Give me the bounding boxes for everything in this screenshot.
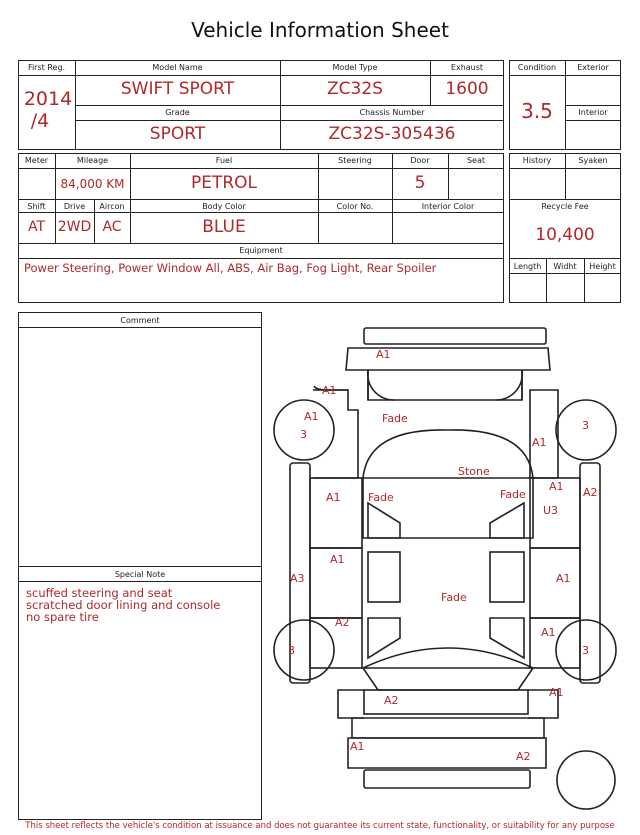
mark-right-rear-corner: A1 xyxy=(549,686,564,699)
drive-value: 2WD xyxy=(57,219,92,235)
mileage-value: 84,000 KM xyxy=(60,177,125,191)
body-color-value: BLUE xyxy=(202,217,246,237)
mark-windshield-right: Fade xyxy=(500,488,526,501)
fuel-value: PETROL xyxy=(190,173,258,193)
door-value: 5 xyxy=(414,173,426,193)
exterior-label: Exterior xyxy=(577,63,609,72)
aircon-label: Aircon xyxy=(99,202,125,211)
recycle-fee-value: 10,400 xyxy=(535,225,595,245)
length-label: Length xyxy=(513,262,542,271)
drive-label: Drive xyxy=(63,202,86,211)
mark-rear-bumper-right: A2 xyxy=(516,750,531,763)
first-reg-year: 2014 xyxy=(23,88,73,110)
mark-rear-right-wheel: 3 xyxy=(582,644,589,657)
exhaust-value: 1600 xyxy=(445,79,489,99)
footer-disclaimer: This sheet reflects the vehicle's condition at issuance and does not guarantee its current state, functionality, or suitability for any purpose xyxy=(25,821,615,831)
aircon-value: AC xyxy=(102,219,122,235)
mark-left-rocker: A3 xyxy=(290,572,305,585)
car-damage-diagram xyxy=(268,318,620,818)
shift-label: Shift xyxy=(27,202,46,211)
page-title: Vehicle Information Sheet xyxy=(191,18,449,42)
mark-front-bumper: A1 xyxy=(376,348,391,361)
chassis-number-value: ZC32S-305436 xyxy=(328,124,456,144)
special-note-line: scuffed steering and seat xyxy=(26,586,173,600)
mark-rear-bumper-left: A1 xyxy=(350,740,365,753)
mark-front-left-wheel-b: 3 xyxy=(300,428,307,441)
mark-front-right-wheel: 3 xyxy=(582,419,589,432)
model-name-label: Model Name xyxy=(152,63,203,72)
mark-front-left-corner: A1 xyxy=(322,384,337,397)
grade-value: SPORT xyxy=(149,124,206,144)
syaken-label: Syaken xyxy=(578,156,608,165)
first-reg-label: First Reg. xyxy=(27,63,66,72)
model-type-label: Model Type xyxy=(332,63,378,72)
comment-label: Comment xyxy=(120,316,160,325)
fuel-label: Fuel xyxy=(215,156,233,165)
shift-value: AT xyxy=(27,219,46,235)
equipment-value: Power Steering, Power Window All, ABS, Air Bag, Fog Light, Rear Spoiler xyxy=(24,261,437,275)
special-note-line: no spare tire xyxy=(26,610,99,624)
mark-trunk: A2 xyxy=(384,694,399,707)
recycle-fee-label: Recycle Fee xyxy=(541,202,589,211)
first-reg-month: /4 xyxy=(30,110,50,132)
seat-label: Seat xyxy=(466,156,486,165)
special-note-label: Special Note xyxy=(114,570,166,579)
history-label: History xyxy=(522,156,552,165)
condition-label: Condition xyxy=(517,63,557,72)
grade-label: Grade xyxy=(165,108,190,117)
mark-right-edge: A2 xyxy=(583,486,598,499)
mark-hood: Fade xyxy=(382,412,408,425)
model-name-value: SWIFT SPORT xyxy=(120,79,235,99)
mark-left-rear-door: A1 xyxy=(330,553,345,566)
special-note-line: scratched door lining and console xyxy=(26,598,221,612)
mark-right-rear-door: A1 xyxy=(556,572,571,585)
chassis-number-label: Chassis Number xyxy=(359,108,425,117)
body-color-label: Body Color xyxy=(202,202,246,211)
mark-right-front-door: U3 xyxy=(543,504,559,517)
interior-color-label: Interior Color xyxy=(421,202,475,211)
equipment-label: Equipment xyxy=(239,246,283,255)
mark-right-quarter: A1 xyxy=(541,626,556,639)
interior-label: Interior xyxy=(578,108,608,117)
exhaust-label: Exhaust xyxy=(450,63,484,72)
mark-roof-rear: Fade xyxy=(441,591,467,604)
steering-label: Steering xyxy=(338,156,372,165)
special-note-list xyxy=(26,587,220,623)
mark-left-front-door: A1 xyxy=(326,491,341,504)
meter-label: Meter xyxy=(24,156,49,165)
mark-rear-left-wheel: 3 xyxy=(288,644,295,657)
mark-front-left-wheel-a: A1 xyxy=(304,410,319,423)
height-label: Height xyxy=(589,262,616,271)
mark-roof: Stone xyxy=(458,465,490,478)
color-no-label: Color No. xyxy=(336,202,374,211)
door-label: Door xyxy=(410,156,430,165)
model-type-value: ZC32S xyxy=(327,79,383,99)
mileage-label: Mileage xyxy=(76,156,109,165)
mark-right-pillar: A1 xyxy=(549,480,564,493)
width-label: Widht xyxy=(553,262,577,271)
mark-left-quarter: A2 xyxy=(335,616,350,629)
mark-windshield-left: Fade xyxy=(368,491,394,504)
mark-right-fender: A1 xyxy=(532,436,547,449)
condition-value: 3.5 xyxy=(521,99,553,123)
